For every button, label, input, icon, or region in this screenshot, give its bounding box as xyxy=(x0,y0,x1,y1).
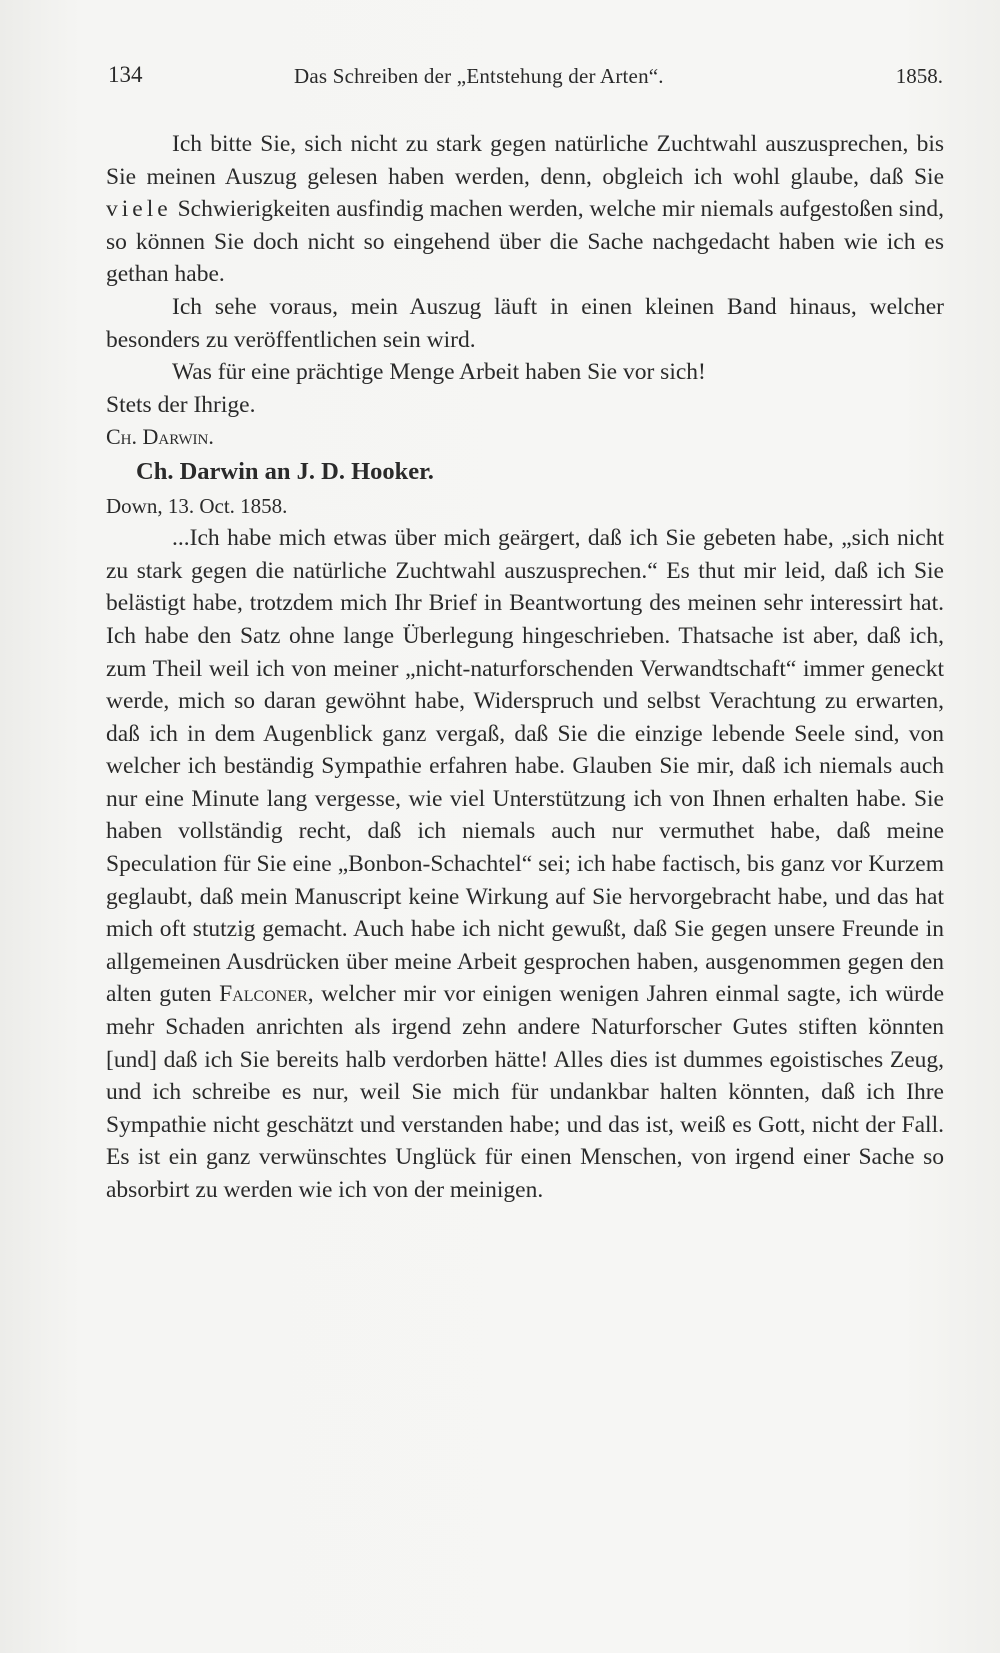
body-text xyxy=(106,128,944,1207)
letter1-paragraph-1 xyxy=(106,128,944,291)
letter1-paragraph-2: Ich sehe voraus, mein Auszug läuft in einen kleinen Band hinaus, welcher besonders zu veröffentlichen sein wird. xyxy=(106,293,944,353)
text-run: ...Ich habe mich etwas über mich geärgert, daß ich Sie gebeten habe, „sich nicht zu stark gegen die natürliche Zuchtwahl auszusprechen.“ Es thut mir leid, daß ich Sie belästigt habe, trotzdem mich Ihr Brief in Beantwortung des meinen sehr interessirt hat. Ich habe den Satz ohne lange Überlegung hingeschrieben. Thatsache ist aber, daß ich, zum Theil weil ich von meiner „nicht-naturforschenden Verwandtschaft“ immer geneckt werde, mich so daran gewöhnt habe, Widerspruch und selbst Verachtung zu erwarten, daß ich in dem Augenblick ganz vergaß, daß Sie die einzige lebende Seele sind, von welcher ich beständig Sympathie erfahren habe. Glauben Sie mir, daß ich niemals auch nur eine Minute lang vergesse, wie viel Unterstützung ich von Ihnen erhalten habe. Sie haben vollständig recht, daß ich niemals auch nur vermuthet habe, daß meine Speculation für Sie eine „Bonbon-Schachtel“ sei; ich habe factisch, bis ganz vor Kurzem geglaubt, daß mein Manuscript keine Wirkung auf Sie hervorgebracht habe, und das hat mich oft stutzig gemacht. Auch habe ich nicht gewußt, daß Sie gegen unsere Freunde in allgemeinen Ausdrücken über meine Arbeit gesprochen haben, ausgenommen gegen den alten guten xyxy=(106,525,944,1008)
letter2-date: Down, 13. Oct. 1858. xyxy=(106,493,288,518)
letter1-paragraph-3: Was für eine prächtige Menge Arbeit haben Sie vor sich! xyxy=(172,359,706,386)
emphasis-spaced: viele xyxy=(106,196,172,223)
text-run: , welcher mir vor einigen wenigen Jahren einmal sagte, ich würde mehr Schaden anrichten als irgend zehn andere Naturforscher Gutes stiften könnten [und] daß ich Sie bereits halb verdorben hätte! Alles dies ist dummes egoistisches Zeug, und ich schreibe es nur, weil Sie mich für undankbar halten könnten, daß ich Ihre Sympathie nicht geschätzt und verstanden habe; und das ist, weiß es Gott, nicht der Fall. Es ist ein ganz verwünschtes Unglück für einen Menschen, von irgend einer Sache so absorbirt zu werden wie ich von der meinigen. xyxy=(106,981,944,1203)
running-title: Das Schreiben der „Entstehung der Arten“. xyxy=(294,64,664,88)
letter1-closing: Stets der Ihrige. xyxy=(106,391,256,418)
text-run: Schwierigkeiten ausfindig machen werden, welche mir niemals aufgestoßen sind, so können Sie doch nicht so eingehend über die Sache nachgedacht haben wie ich es gethan habe. xyxy=(106,196,944,288)
letter1-signature: Ch. Darwin. xyxy=(106,424,214,450)
page-number: 134 xyxy=(108,62,143,87)
header-year: 1858. xyxy=(895,64,943,88)
letter2-paragraph-1 xyxy=(106,522,944,1206)
name-smallcaps: Falconer xyxy=(219,981,308,1008)
text-run: Ich bitte Sie, sich nicht zu stark gegen natürliche Zuchtwahl auszusprechen, bis Sie meinen Auszug gelesen haben werden, denn, obgleich ich wohl glaube, daß Sie xyxy=(106,131,944,190)
letter2-heading: Ch. Darwin an J. D. Hooker. xyxy=(136,457,434,485)
running-header xyxy=(108,62,943,94)
